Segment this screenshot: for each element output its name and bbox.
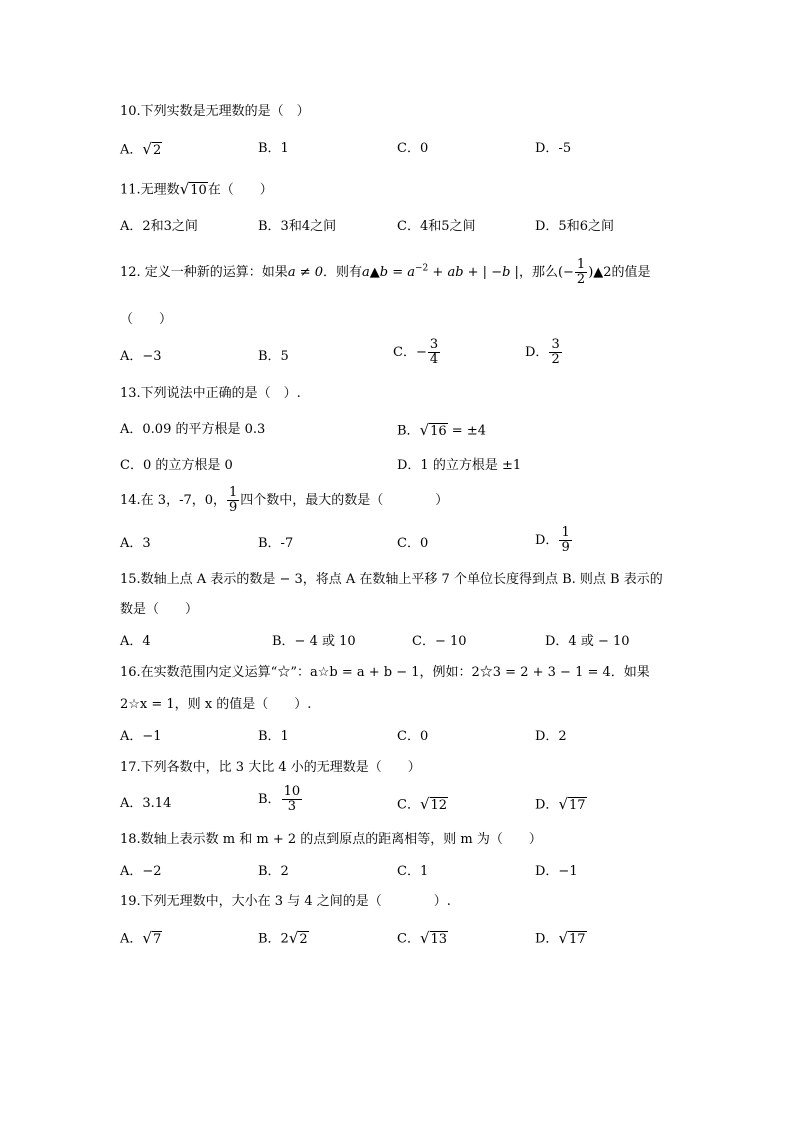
q19-option-c[interactable]: C．√13 [397, 929, 448, 947]
q13-option-d[interactable]: D．1 的立方根是 ±1 [397, 458, 522, 473]
fraction: $\frac{3}{2}$ [551, 337, 560, 367]
q18-option-b[interactable]: B．2 [258, 864, 289, 879]
question-15-stem-line1: 15.数轴上点 A 表示的数是 − 3，将点 A 在数轴上平移 7 个单位长度得到点 B. 则点 B 表示的 [120, 572, 663, 587]
question-16-stem-line1: 16.在实数范围内定义运算“☆”：a☆b = a + b − 1，例如：2☆3 = 2 + 3 − 1 = 4．如果 [120, 665, 650, 680]
q11-option-b[interactable]: B．3和4之间 [258, 219, 337, 234]
q14-option-b[interactable]: B．-7 [258, 536, 294, 551]
q11-option-a[interactable]: A．2和3之间 [120, 219, 198, 234]
fraction: $\frac{1}{9}$ [561, 525, 570, 555]
sqrt-expression: √2 [288, 929, 308, 947]
fraction: $\frac{1}{9}$ [229, 485, 238, 515]
q15-option-b[interactable]: B．− 4 或 10 [272, 634, 356, 649]
q13-option-c[interactable]: C．0 的立方根是 0 [120, 458, 233, 473]
question-15-stem-line2: 数是（ ） [120, 602, 199, 617]
question-11-stem: 11.无理数√10在（ ） [120, 180, 273, 198]
q17-option-d[interactable]: D．√17 [535, 795, 586, 813]
q18-option-a[interactable]: A．−2 [120, 864, 162, 879]
sqrt-expression: √7 [142, 929, 162, 947]
q18-option-c[interactable]: C．1 [397, 864, 429, 879]
q13-option-a[interactable]: A．0.09 的平方根是 0.3 [120, 422, 266, 437]
question-12-stem: 12. 定义一种新的运算：如果a ≠ 0．则有a▲b = $a^{-2}$ + ab + | −b |，那么(− $\frac{1}{2}$ )▲2的值是 [120, 257, 651, 287]
q17-option-b[interactable]: B． $\frac{10}{3}$ [258, 784, 301, 814]
fraction: $\frac{1}{2}$ [576, 257, 586, 287]
sqrt-expression: √13 [419, 929, 448, 947]
q16-option-b[interactable]: B．1 [258, 729, 289, 744]
q14-option-a[interactable]: A．3 [120, 536, 151, 551]
q13-option-b[interactable]: B．√16 = ±4 [397, 421, 486, 439]
q19-option-a[interactable]: A．√7 [120, 929, 162, 947]
question-17-stem: 17.下列各数中，比 3 大比 4 小的无理数是（ ） [120, 760, 421, 775]
sqrt-expression: √16 [419, 421, 447, 439]
q12-option-c[interactable]: C．− $\frac{3}{4}$ [393, 337, 439, 367]
q11-option-d[interactable]: D．5和6之间 [535, 219, 614, 234]
question-14-stem: 14.在 3，-7，0， $\frac{1}{9}$ 四个数中，最大的数是（ ） [120, 485, 449, 515]
q15-option-d[interactable]: D．4 或 − 10 [545, 634, 630, 649]
question-16-stem-line2: 2☆x = 1，则 x 的值是（ ）. [120, 697, 312, 712]
q11-option-c[interactable]: C．4和5之间 [397, 219, 476, 234]
q15-option-a[interactable]: A．4 [120, 634, 151, 649]
sqrt-expression: √2 [142, 140, 162, 158]
q10-option-a[interactable] [120, 140, 162, 160]
fraction: $\frac{10}{3}$ [283, 784, 301, 814]
q10-option-d[interactable]: D．-5 [535, 141, 572, 156]
q12-option-b[interactable]: B．5 [258, 349, 289, 364]
q18-option-d[interactable]: D．−1 [535, 864, 578, 879]
question-12-blank: （ ） [120, 312, 173, 327]
q17-option-c[interactable]: C．√12 [397, 795, 448, 813]
q14-option-d[interactable]: D． $\frac{1}{9}$ [535, 525, 570, 555]
q10-option-c[interactable]: C．0 [397, 141, 429, 156]
q16-option-d[interactable]: D．2 [535, 729, 567, 744]
sqrt-expression: √17 [558, 795, 586, 813]
question-18-stem: 18.数轴上表示数 m 和 m + 2 的点到原点的距离相等，则 m 为（ ） [120, 832, 542, 847]
q14-option-c[interactable]: C．0 [397, 536, 429, 551]
q12-option-d[interactable]: D． $\frac{3}{2}$ [525, 337, 560, 367]
q16-option-a[interactable]: A．−1 [120, 729, 162, 744]
question-10-stem: 10.下列实数是无理数的是（ ） [120, 104, 310, 119]
question-13-stem: 13.下列说法中正确的是（ ）. [120, 386, 301, 401]
q10-option-b[interactable]: B．1 [258, 141, 289, 156]
question-19-stem: 19.下列无理数中，大小在 3 与 4 之间的是（ ）. [120, 894, 451, 909]
sqrt-expression: √17 [558, 929, 586, 947]
sqrt-expression: √10 [179, 180, 207, 198]
q15-option-c[interactable]: C．− 10 [412, 634, 467, 649]
q19-option-b[interactable]: B．2√2 [258, 929, 308, 947]
q17-option-a[interactable]: A．3.14 [120, 796, 172, 811]
q19-option-d[interactable]: D．√17 [535, 929, 586, 947]
sqrt-expression: √12 [419, 795, 448, 813]
q12-option-a[interactable]: A．−3 [120, 349, 162, 364]
option-label: A． [120, 142, 143, 158]
fraction: $\frac{3}{4}$ [429, 337, 439, 367]
q16-option-c[interactable]: C．0 [397, 729, 429, 744]
